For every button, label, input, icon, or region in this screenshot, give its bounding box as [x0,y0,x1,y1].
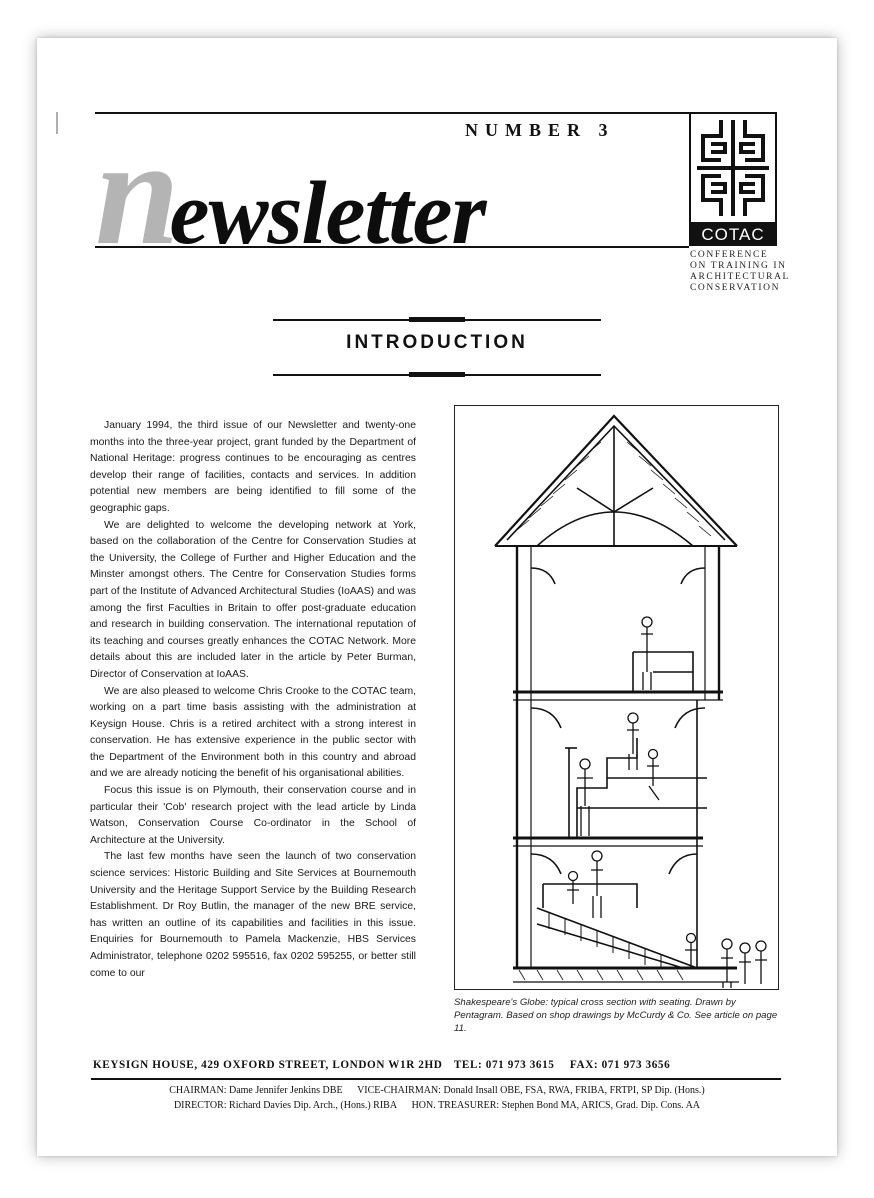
footer-address: KEYSIGN HOUSE, 429 OXFORD STREET, LONDON W1R 2HD [93,1059,443,1071]
cotac-emblem-icon [691,114,775,222]
globe-cross-section-drawing [457,408,777,988]
scan-speck [55,112,59,134]
body-paragraph: Focus this issue is on Plymouth, their conservation course and in particular their 'Cob' research project with the lead article by Linda Watson, Conservation Course Co-ordinator in the School of Architecture at the University. [90,785,416,846]
logo-subtitle-line: ARCHITECTURAL [690,272,790,282]
footer-officers-line-2 [77,1100,797,1111]
body-paragraph: We are delighted to welcome the developing network at York, based on the collaboration of the Centre for Conservation Studies at the University, the College of Further and Higher Education and the Minster amongst others. The Centre for Conservation Studies forms part of the Institute of Advanced Architectural Studies (IoAAS) and was among the first Faculties in Britain to offer post-graduate education and research in building conservation. The international reputation of its teaching and courses greatly enhances the COTAC Network. More details about this are included later in the article by Peter Burman, Director of Conservation at IoAAS. [90,519,416,680]
footer-chairman: CHAIRMAN: Dame Jennifer Jenkins DBE [169,1085,343,1096]
logo-subtitle-line: ON TRAINING IN [690,261,787,271]
footer-address-line [93,1059,793,1071]
figure-caption: Shakespeare's Globe: typical cross section with seating. Drawn by Pentagram. Based on shop drawings by McCurdy & Co. See article on page 11. [454,997,778,1034]
masthead-title-rest: ewsletter [169,164,486,263]
body-paragraph: We are also pleased to welcome Chris Crooke to the COTAC team, working on a part time basis assisting with the administration at Keysign House. Chris is a retired architect with a strong interest in conservation. He has extensive experience in the public sector with the Department of the Environment both in this country and abroad and we are already noticing the benefit of his organisational abilities. [90,685,416,780]
footer-officers-line-1 [77,1085,797,1096]
introduction-body [90,418,416,1050]
logo-subtitle-line: CONFERENCE [690,250,769,260]
section-title: INTRODUCTION [346,332,528,353]
masthead-initial: n [95,108,176,276]
intro-top-rule-accent [409,317,465,322]
footer-treasurer: HON. TREASURER: Stephen Bond MA, ARICS, Grad. Dip. Cons. AA [411,1100,701,1111]
issue-number: NUMBER 3 [465,120,615,140]
intro-bottom-rule-accent [409,372,465,377]
footer-rule [91,1078,781,1080]
masthead-top-rule [95,112,689,114]
footer-telephone: TEL: 071 973 3615 [453,1059,555,1071]
footer-director: DIRECTOR: Richard Davies Dip. Arch., (Hons.) RIBA [173,1100,398,1111]
cotac-logo-subtitle [690,250,800,294]
newsletter-page [37,38,837,1156]
cotac-logo-name: COTAC [689,224,777,246]
body-paragraph: January 1994, the third issue of our Newsletter and twenty-one months into the three-year project, grant funded by the Department of National Heritage: progress continues to be encouraging as centres develop their range of facilities, contacts and services. In addition potential new members are being identified to fill some of the geographic gaps. [90,420,416,514]
footer-fax: FAX: 071 973 3656 [569,1059,671,1071]
logo-subtitle-line: CONSERVATION [690,283,781,293]
footer-vice-chairman: VICE-CHAIRMAN: Donald Insall OBE, FSA, RWA, FRIBA, FRTPI, SP Dip. (Hons.) [357,1085,705,1096]
masthead-title [95,108,695,276]
cotac-logo-mark [689,112,777,224]
body-paragraph: The last few months have seen the launch of two conservation science services: Historic Building and Site Services at Bournemouth University and the Heritage Support Service by the Building Research Establishment. Dr Roy Butlin, the manager of the new BRE service, has written an outline of its capabilities and facilities in this issue. Enquiries for Bournemouth to Pamela Mackenzie, HBS Services Administrator, telephone 0202 595516, fax 0202 595255, or better still come to our [90,851,416,979]
